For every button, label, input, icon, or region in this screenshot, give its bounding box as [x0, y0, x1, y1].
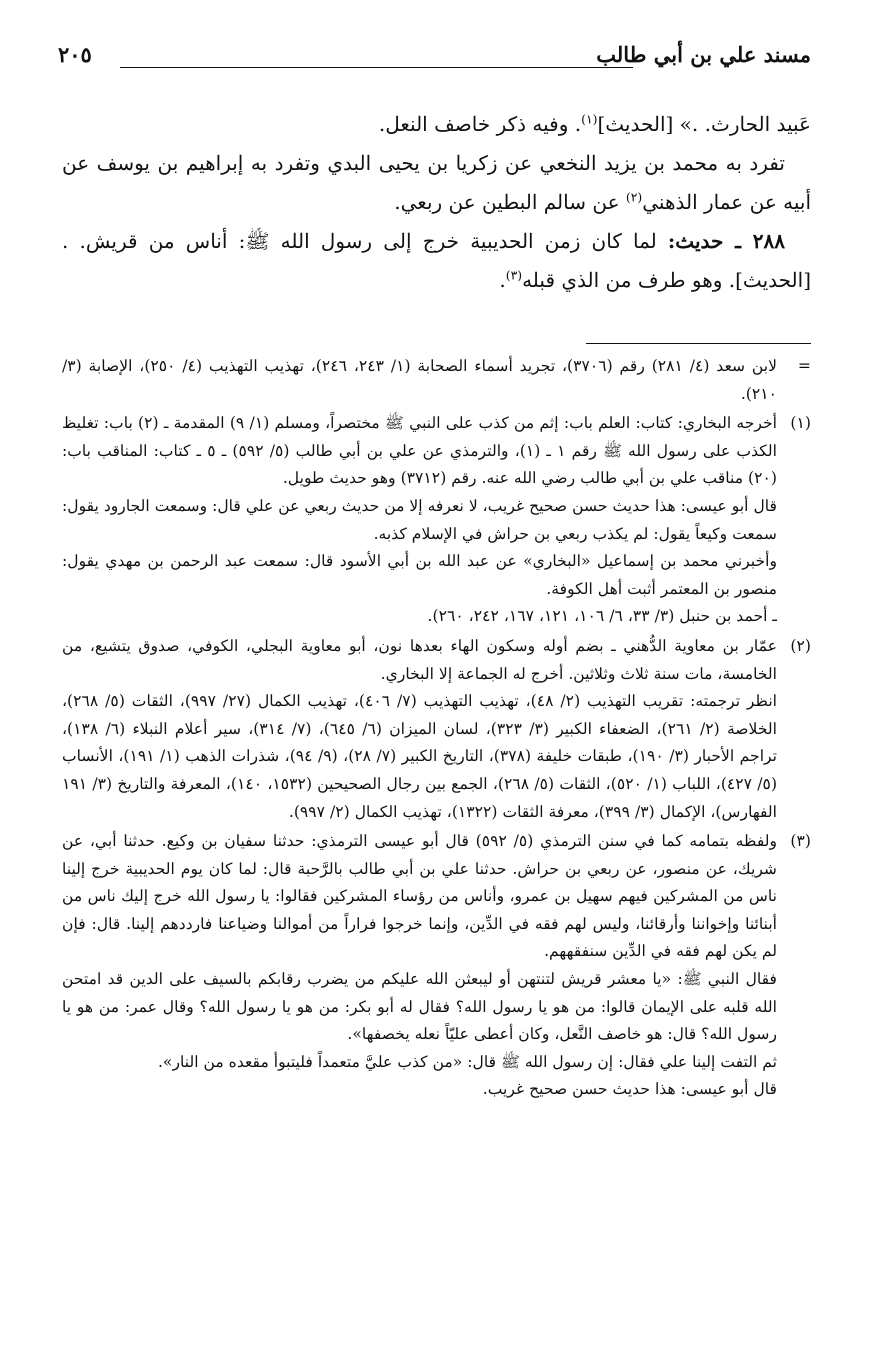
footnote-marker: =	[797, 357, 811, 375]
footnote-paragraph: فقال النبي ﷺ: «يا معشر قريش لتنتهن أو ليبعثن الله عليكم من يضرب رقابكم بالسيف على الدين قد امتحن الله قلبه على الإيمان قالوا: من هو يا رسول الله؟ فقال له أبو بكر: من هو يا رسول الله؟ وقال عمر: من هو يا رسول الله؟ قال: هو خاصف النَّعل، وكان أعطى عليّاً نعله يخصفها».	[62, 970, 777, 1044]
footnote-paragraph: ثم التفت إلينا علي فقال: إن رسول الله ﷺ قال: «من كذب عليَّ متعمداً فليتبوأ مقعده من النار».	[157, 1052, 777, 1071]
footnote-2	[62, 633, 811, 826]
footnote-marker: (٣)	[790, 832, 811, 851]
hadith-288-lead: ٢٨٨ ـ حديث:	[667, 229, 785, 253]
footnote-marker: (٢)	[790, 636, 811, 655]
tafarrud-paragraph	[62, 144, 811, 222]
hadith-288-text-b: .	[499, 268, 506, 292]
hadith-288-paragraph	[62, 222, 811, 300]
main-text	[62, 105, 811, 300]
footnote-paragraph: انظر ترجمته: تقريب التهذيب (٢/ ٤٨)، تهذيب التهذيب (٧/ ٤٠٦)، تهذيب الكمال (٢٧/ ٩٩٧)، الثقات (٥/ ٢٦٨)، الخلاصة (٢/ ٢٦١)، الضعفاء الكبير (٣/ ٣٢٣)، لسان الميزان (٦/ ٦٤٥)، (٧/ ٣١٤)، سير أعلام النبلاء (٦/ ١٣٨)، تراجم الأحبار (٣/ ١٩٠)، طبقات خليفة (٣٧٨)، التاريخ الكبير (٧/ ٢٨)، (٩/ ٩٤)، شذرات الذهب (١/ ١٩١)، الأنساب (٥/ ٤٢٧)، اللباب (١/ ٥٢٠)، الثقات (٥/ ٢٦٨)، الجمع بين رجال الصحيحين (١٥٣٢، ١٤٠)، المعرفة والتاريخ (٣/ ١٩١ الفهارس)، الإكمال (٣/ ٣٩٩)، معرفة الثقات (١٣٢٢)، تهذيب الكمال (٢/ ٩٩٧).	[62, 692, 778, 821]
continuation-text-a: عَبيد الحارث. .» [الحديث]	[597, 112, 811, 136]
footnote-separator	[586, 343, 811, 344]
page-number: ٢٠٥	[58, 42, 92, 67]
footnote-text: لابن سعد (٤/ ٢٨١) رقم (٣٧٠٦)، تجريد أسماء الصحابة (١/ ٢٤٣، ٢٤٦)، تهذيب التهذيب (٤/ ٢٥٠)، الإصابة (٣/ ٢١٠).	[62, 357, 777, 403]
footnote-1	[62, 410, 811, 631]
hadith-288-text-a: لما كان زمن الحديبية خرج إلى رسول الله ﷺ: أناس من قريش. . [الحديث]. وهو طرف من الذي قبله	[62, 229, 811, 292]
continuation-text-b: . وفيه ذكر خاصف النعل.	[378, 112, 582, 136]
footnote-ref-1: (١)	[581, 111, 598, 127]
footnote-marker: (١)	[790, 414, 811, 433]
footnote-3	[62, 828, 811, 1104]
page-header	[58, 40, 811, 76]
footnote-paragraph: أخرجه البخاري: كتاب: العلم باب: إثم من كذب على النبي ﷺ مختصراً، ومسلم (١/ ٩) المقدمة ـ (٢) باب: تغليظ الكذب على رسول الله ﷺ رقم ١ ـ (١)، والترمذي عن علي بن أبي طالب (٥/ ٥٩٢) ـ ٥ ـ كتاب: المناقب باب: (٢٠) مناقب علي بن أبي طالب رضي الله عنه. رقم (٣٧١٢) وهو حديث طويل.	[62, 414, 777, 488]
header-rule	[120, 67, 633, 68]
footnote-paragraph: قال أبو عيسى: هذا حديث حسن صحيح غريب، لا نعرفه إلا من حديث ربعي عن علي قال: وسمعت الجارود يقول: سمعت وكيعاً يقول: لم يكذب ربعي بن حراش في الإسلام كذبه.	[62, 496, 777, 543]
running-title: مسند علي بن أبي طالب	[596, 42, 811, 67]
footnote-ref-2: (٢)	[625, 189, 643, 205]
footnotes	[62, 351, 811, 1104]
tafarrud-text-b: عن سالم البطين عن ربعي.	[394, 190, 626, 214]
footnote-paragraph: ولفظه بتمامه كما في سنن الترمذي (٥/ ٥٩٢) قال أبو عيسى الترمذي: حدثنا سفيان بن وكيع. حدثنا أبي، عن شريك، عن منصور، عن ربعي بن حراش. حدثنا علي بن أبي طالب بالرَّحبة قال: لما كان يوم الحديبية خرج إلينا ناس من المشركين فيهم سهيل بن عمرو، وأناس من رؤساء المشركين فقالوا: يا رسول الله خرج إليك ناس من أبنائنا وإخواننا وأرقائنا، وليس لهم فقه في الدِّين، وإنما خرجوا فراراً من أموالنا وضياعنا فارددهم إلينا. قال: فإن لم يكن لهم فقه في الدِّين سنفقههم.	[62, 832, 777, 961]
footnote-paragraph: عمّار بن معاوية الدُّهني ـ بضم أوله وسكون الهاء بعدها نون، أبو معاوية البجلي، الكوفي، صدوق يتشيع، من الخامسة، مات سنة ثلاث وثلاثين. أخرج له الجماعة إلا البخاري.	[62, 636, 777, 683]
footnote-paragraph: قال أبو عيسى: هذا حديث حسن صحيح غريب.	[482, 1080, 777, 1099]
footnote-paragraph: ـ أحمد بن حنبل (٣/ ٣٣، ٦/ ١٠٦، ١٢١، ١٦٧، ٢٤٢، ٢٦٠).	[427, 607, 777, 626]
footnote-paragraph: وأخبرني محمد بن إسماعيل «البخاري» عن عبد الله بن أبي الأسود قال: سمعت عبد الرحمن بن مهدي يقول: منصور بن المعتمر أثبت أهل الكوفة.	[62, 552, 778, 598]
footnote-continued	[62, 353, 811, 408]
continuation-paragraph	[62, 105, 811, 144]
tafarrud-text-a: تفرد به محمد بن يزيد النخعي عن زكريا بن يحيى البدي وتفرد به إبراهيم بن يوسف عن أبيه عن عمار الذهني	[62, 151, 811, 214]
footnote-ref-3: (٣)	[505, 267, 523, 283]
